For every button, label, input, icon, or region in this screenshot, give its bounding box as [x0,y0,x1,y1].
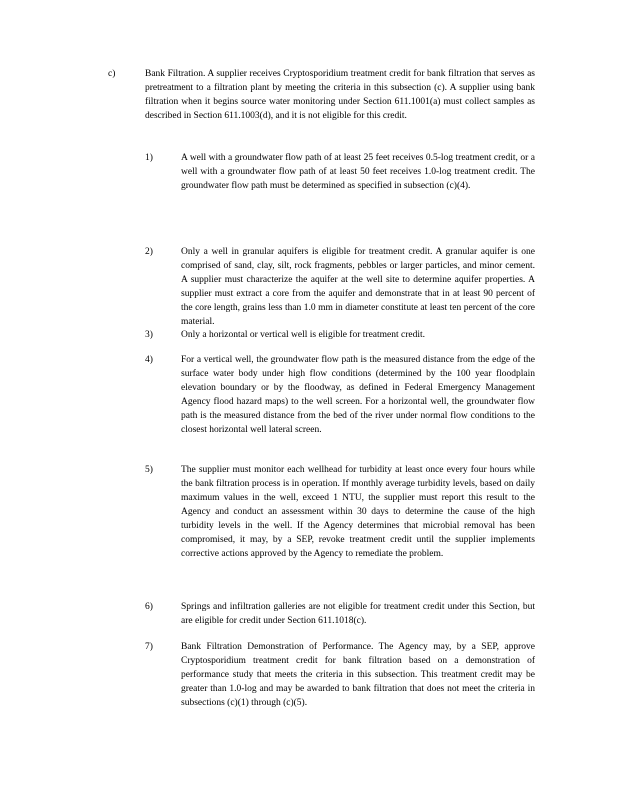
item-text: Only a well in granular aquifers is eligible for treatment credit. A granular aquifer is one comprised of sand, clay, silt, rock fragments, pebbles or larger particles, and minor cement. A supplier must characterize the aquifer at the well site to determine aquifer properties. A supplier must extract a core from the aquifer and demonstrate that in at least 90 percent of the core length, grains less than 1.0 mm in diameter constitute at least ten percent of the core material. [181,247,535,327]
item-number: 7) [145,642,153,652]
item-number: 3) [145,330,153,340]
item-number: 2) [145,247,153,257]
item-text: For a vertical well, the groundwater flow path is the measured distance from the edge of the surface water body under high flow conditions (determined by the 100 year floodplain elevation boundary or by the floodway, as defined in Federal Emergency Management Agency flood hazard maps) to the well screen. For a horizontal well, the groundwater flow path is the measured distance from the bed of the river under normal flow conditions to the closest horizontal well lateral screen. [181,355,535,435]
item-text: Springs and infiltration galleries are not eligible for treatment credit under this Section, but are eligible for credit under Section 611.1018(c). [181,602,535,626]
item-number: 4) [145,355,153,365]
item-text: A well with a groundwater flow path of at least 25 feet receives 0.5-log treatment credit, or a well with a groundwater flow path of at least 50 feet receives 1.0-log treatment credit. The groundwater flow path must be determined as specified in subsection (c)(4). [181,153,535,191]
section-paragraph: Bank Filtration. A supplier receives Cryptosporidium treatment credit for bank filtration that serves as pretreatment to a filtration plant by meeting the criteria in this subsection (c). A supplier using bank filtration when it begins source water monitoring under Section 611.1001(a) must collect samples as described in Section 611.1003(d), and it is not eligible for this credit. [145,69,535,121]
item-text: The supplier must monitor each wellhead for turbidity at least once every four hours while the bank filtration process is in operation. If monthly average turbidity levels, based on daily maximum values in the well, exceed 1 NTU, the supplier must report this result to the Agency and conduct an assessment within 30 days to determine the cause of the high turbidity levels in the well. If the Agency determines that microbial removal has been compromised, it may, by a SEP, revoke treatment credit until the supplier implements corrective actions approved by the Agency to remediate the problem. [181,465,535,559]
item-number: 1) [145,153,153,163]
item-number: 6) [145,602,153,612]
item-number: 5) [145,465,153,475]
item-text: Only a horizontal or vertical well is eligible for treatment credit. [181,330,426,340]
item-text: Bank Filtration Demonstration of Performance. The Agency may, by a SEP, approve Cryptosporidium treatment credit for bank filtration based on a demonstration of performance study that meets the criteria in this subsection. This treatment credit may be greater than 1.0-log and may be awarded to bank filtration that does not meet the criteria in subsections (c)(1) through (c)(5). [181,642,535,708]
section-label: c) [108,69,116,79]
